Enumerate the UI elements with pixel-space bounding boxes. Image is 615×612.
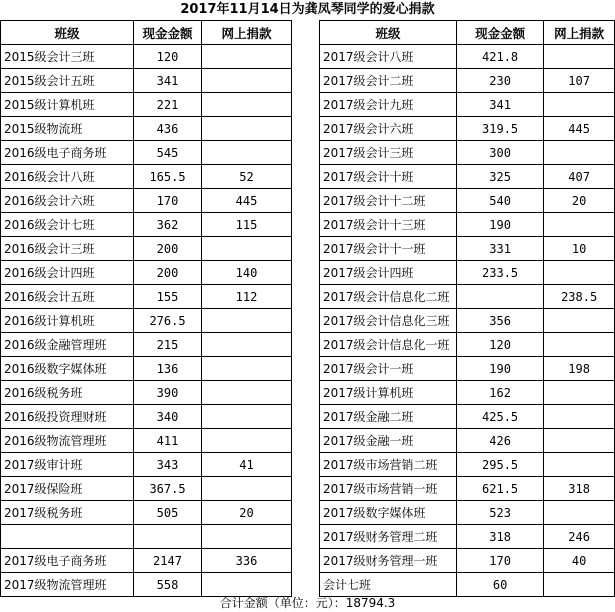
online-cell[interactable] <box>544 93 615 117</box>
table-row <box>320 333 615 357</box>
table-row <box>320 165 615 189</box>
online-cell[interactable] <box>544 213 615 237</box>
left-header-row <box>1 21 292 45</box>
cash-header[interactable]: 现金金额 <box>134 21 202 45</box>
table-row <box>1 117 292 141</box>
online-cell[interactable] <box>202 357 292 381</box>
cash-cell[interactable]: 233.5 <box>456 261 543 285</box>
table-row <box>1 357 292 381</box>
table-row <box>320 309 615 333</box>
online-cell[interactable] <box>202 237 292 261</box>
cash-cell[interactable]: 318 <box>456 525 543 549</box>
online-cell[interactable] <box>202 333 292 357</box>
online-cell[interactable] <box>202 309 292 333</box>
cash-cell[interactable] <box>456 285 543 309</box>
online-cell[interactable] <box>544 309 615 333</box>
class-cell[interactable]: 2016级会计六班 <box>1 189 134 213</box>
cash-cell[interactable]: 390 <box>134 381 202 405</box>
online-cell[interactable]: 246 <box>544 525 615 549</box>
left-donation-table <box>0 20 292 597</box>
cash-cell[interactable]: 165.5 <box>134 165 202 189</box>
table-row <box>320 573 615 597</box>
cash-cell[interactable]: 425.5 <box>456 405 543 429</box>
online-cell[interactable]: 40 <box>544 549 615 573</box>
online-cell[interactable]: 336 <box>202 549 292 573</box>
class-cell[interactable]: 2017级会计十班 <box>320 165 457 189</box>
cash-cell[interactable]: 136 <box>134 357 202 381</box>
online-cell[interactable] <box>544 141 615 165</box>
cash-cell[interactable]: 540 <box>456 189 543 213</box>
table-row <box>1 309 292 333</box>
online-cell[interactable]: 20 <box>202 501 292 525</box>
class-cell[interactable]: 2017级物流管理班 <box>1 573 134 597</box>
table-row <box>1 141 292 165</box>
table-row <box>320 453 615 477</box>
table-row <box>1 405 292 429</box>
class-cell[interactable]: 2017级数字媒体班 <box>320 501 457 525</box>
class-cell[interactable]: 会计七班 <box>320 573 457 597</box>
table-row <box>320 45 615 69</box>
right-header-row <box>320 21 615 45</box>
cash-cell[interactable] <box>134 525 202 549</box>
online-cell[interactable] <box>544 501 615 525</box>
online-cell[interactable]: 238.5 <box>544 285 615 309</box>
cash-cell[interactable]: 411 <box>134 429 202 453</box>
class-cell[interactable]: 2017级计算机班 <box>320 381 457 405</box>
class-cell[interactable]: 2016级计算机班 <box>1 309 134 333</box>
column-gap <box>291 20 319 592</box>
online-cell[interactable] <box>544 429 615 453</box>
table-row <box>320 285 615 309</box>
class-cell[interactable]: 2016级会计五班 <box>1 285 134 309</box>
table-row <box>320 189 615 213</box>
table-row <box>320 357 615 381</box>
online-cell[interactable]: 445 <box>202 189 292 213</box>
table-row <box>1 69 292 93</box>
online-cell[interactable] <box>202 117 292 141</box>
class-cell[interactable] <box>1 525 134 549</box>
table-row <box>1 93 292 117</box>
class-cell[interactable]: 2016级税务班 <box>1 381 134 405</box>
class-cell[interactable]: 2015级会计三班 <box>1 45 134 69</box>
cash-cell[interactable]: 362 <box>134 213 202 237</box>
class-cell[interactable]: 2017级金融一班 <box>320 429 457 453</box>
cash-cell[interactable]: 155 <box>134 285 202 309</box>
cash-cell[interactable]: 523 <box>456 501 543 525</box>
class-cell[interactable]: 2017级会计二班 <box>320 69 457 93</box>
cash-cell[interactable]: 190 <box>456 213 543 237</box>
cash-cell[interactable]: 295.5 <box>456 453 543 477</box>
sheet-title: 2017年11月14日为龚凤琴同学的爱心捐款 <box>180 2 435 17</box>
table-row <box>1 549 292 573</box>
cash-cell[interactable]: 558 <box>134 573 202 597</box>
class-cell[interactable]: 2016级会计七班 <box>1 213 134 237</box>
cash-cell[interactable]: 421.8 <box>456 45 543 69</box>
class-cell[interactable]: 2017级金融二班 <box>320 405 457 429</box>
class-header[interactable]: 班级 <box>320 21 457 45</box>
table-row <box>1 573 292 597</box>
class-cell[interactable]: 2017级市场营销二班 <box>320 453 457 477</box>
table-row <box>320 237 615 261</box>
online-cell[interactable] <box>202 141 292 165</box>
class-cell[interactable]: 2015级物流班 <box>1 117 134 141</box>
cash-cell[interactable]: 505 <box>134 501 202 525</box>
table-row <box>1 429 292 453</box>
class-cell[interactable]: 2017级会计十三班 <box>320 213 457 237</box>
table-row <box>320 93 615 117</box>
cash-cell[interactable]: 341 <box>456 93 543 117</box>
class-cell[interactable]: 2017级会计十二班 <box>320 189 457 213</box>
class-cell[interactable]: 2017级会计十一班 <box>320 237 457 261</box>
cash-cell[interactable]: 215 <box>134 333 202 357</box>
cash-cell[interactable]: 436 <box>134 117 202 141</box>
online-cell[interactable]: 198 <box>544 357 615 381</box>
class-cell[interactable]: 2017级会计九班 <box>320 93 457 117</box>
cash-cell[interactable]: 170 <box>134 189 202 213</box>
online-cell[interactable]: 107 <box>544 69 615 93</box>
class-cell[interactable]: 2017级市场营销一班 <box>320 477 457 501</box>
class-cell[interactable]: 2017级保险班 <box>1 477 134 501</box>
table-row <box>1 381 292 405</box>
table-row <box>1 333 292 357</box>
table-row <box>320 477 615 501</box>
online-cell[interactable] <box>202 405 292 429</box>
table-row <box>1 453 292 477</box>
online-cell[interactable] <box>544 333 615 357</box>
online-cell[interactable]: 20 <box>544 189 615 213</box>
table-row <box>1 165 292 189</box>
online-cell[interactable] <box>544 453 615 477</box>
cash-cell[interactable]: 190 <box>456 357 543 381</box>
cash-header[interactable]: 现金金额 <box>456 21 543 45</box>
class-cell[interactable]: 2016级投资理财班 <box>1 405 134 429</box>
online-cell[interactable] <box>202 477 292 501</box>
table-row <box>320 525 615 549</box>
cash-cell[interactable]: 200 <box>134 261 202 285</box>
online-cell[interactable] <box>544 45 615 69</box>
cash-cell[interactable]: 426 <box>456 429 543 453</box>
class-cell[interactable]: 2017级会计信息化一班 <box>320 333 457 357</box>
online-cell[interactable] <box>202 93 292 117</box>
total-amount: 合计金额（单位：元）：18794.3 <box>219 596 396 610</box>
table-row <box>320 213 615 237</box>
cash-cell[interactable]: 319.5 <box>456 117 543 141</box>
cash-cell[interactable]: 120 <box>134 45 202 69</box>
class-cell[interactable]: 2016级会计四班 <box>1 261 134 285</box>
class-cell[interactable]: 2017级税务班 <box>1 501 134 525</box>
class-cell[interactable]: 2016级金融管理班 <box>1 333 134 357</box>
cash-cell[interactable]: 341 <box>134 69 202 93</box>
online-cell[interactable]: 115 <box>202 213 292 237</box>
right-donation-table <box>319 20 615 597</box>
class-cell[interactable]: 2015级会计五班 <box>1 69 134 93</box>
online-cell[interactable] <box>544 405 615 429</box>
online-cell[interactable]: 407 <box>544 165 615 189</box>
cash-cell[interactable]: 300 <box>456 141 543 165</box>
cash-cell[interactable]: 545 <box>134 141 202 165</box>
cash-cell[interactable]: 230 <box>456 69 543 93</box>
class-cell[interactable]: 2017级财务管理一班 <box>320 549 457 573</box>
online-cell[interactable] <box>202 573 292 597</box>
class-cell[interactable]: 2015级计算机班 <box>1 93 134 117</box>
table-row <box>320 117 615 141</box>
table-row <box>1 477 292 501</box>
online-cell[interactable] <box>544 381 615 405</box>
class-cell[interactable]: 2017级会计信息化二班 <box>320 285 457 309</box>
class-cell[interactable]: 2017级会计信息化三班 <box>320 309 457 333</box>
online-cell[interactable] <box>544 573 615 597</box>
table-row <box>1 285 292 309</box>
table-row <box>1 261 292 285</box>
cash-cell[interactable]: 120 <box>456 333 543 357</box>
cash-cell[interactable]: 60 <box>456 573 543 597</box>
class-cell[interactable]: 2017级会计八班 <box>320 45 457 69</box>
class-cell[interactable]: 2016级会计三班 <box>1 237 134 261</box>
online-cell[interactable]: 10 <box>544 237 615 261</box>
table-row <box>320 381 615 405</box>
class-cell[interactable]: 2017级会计一班 <box>320 357 457 381</box>
class-header[interactable]: 班级 <box>1 21 134 45</box>
online-cell[interactable] <box>544 261 615 285</box>
cash-cell[interactable]: 170 <box>456 549 543 573</box>
table-row <box>1 525 292 549</box>
table-row <box>320 141 615 165</box>
cash-cell[interactable]: 340 <box>134 405 202 429</box>
online-cell[interactable] <box>202 69 292 93</box>
class-cell[interactable]: 2017级审计班 <box>1 453 134 477</box>
cash-cell[interactable]: 276.5 <box>134 309 202 333</box>
table-row <box>320 501 615 525</box>
cash-cell[interactable]: 343 <box>134 453 202 477</box>
online-cell[interactable] <box>202 525 292 549</box>
table-row <box>1 213 292 237</box>
table-row <box>320 549 615 573</box>
cash-cell[interactable]: 2147 <box>134 549 202 573</box>
cash-cell[interactable]: 356 <box>456 309 543 333</box>
cash-cell[interactable]: 621.5 <box>456 477 543 501</box>
online-header[interactable]: 网上捐款 <box>202 21 292 45</box>
table-row <box>1 45 292 69</box>
table-row <box>320 405 615 429</box>
online-cell[interactable]: 41 <box>202 453 292 477</box>
table-row <box>320 429 615 453</box>
online-cell[interactable]: 318 <box>544 477 615 501</box>
class-cell[interactable]: 2017级会计三班 <box>320 141 457 165</box>
cash-cell[interactable]: 325 <box>456 165 543 189</box>
class-cell[interactable]: 2016级会计八班 <box>1 165 134 189</box>
cash-cell[interactable]: 200 <box>134 237 202 261</box>
table-row <box>320 261 615 285</box>
table-row <box>1 189 292 213</box>
class-cell[interactable]: 2017级财务管理二班 <box>320 525 457 549</box>
online-cell[interactable]: 52 <box>202 165 292 189</box>
online-cell[interactable] <box>202 429 292 453</box>
table-row <box>320 69 615 93</box>
table-row <box>1 501 292 525</box>
online-cell[interactable]: 112 <box>202 285 292 309</box>
cash-cell[interactable]: 367.5 <box>134 477 202 501</box>
class-cell[interactable]: 2017级会计四班 <box>320 261 457 285</box>
class-cell[interactable]: 2016级电子商务班 <box>1 141 134 165</box>
class-cell[interactable]: 2017级会计六班 <box>320 117 457 141</box>
online-cell[interactable] <box>202 45 292 69</box>
online-cell[interactable] <box>202 381 292 405</box>
class-cell[interactable]: 2017级电子商务班 <box>1 549 134 573</box>
cash-cell[interactable]: 162 <box>456 381 543 405</box>
table-row <box>1 237 292 261</box>
online-cell[interactable]: 140 <box>202 261 292 285</box>
online-header[interactable]: 网上捐款 <box>544 21 615 45</box>
cash-cell[interactable]: 221 <box>134 93 202 117</box>
class-cell[interactable]: 2016级数字媒体班 <box>1 357 134 381</box>
class-cell[interactable]: 2016级物流管理班 <box>1 429 134 453</box>
cash-cell[interactable]: 331 <box>456 237 543 261</box>
online-cell[interactable]: 445 <box>544 117 615 141</box>
